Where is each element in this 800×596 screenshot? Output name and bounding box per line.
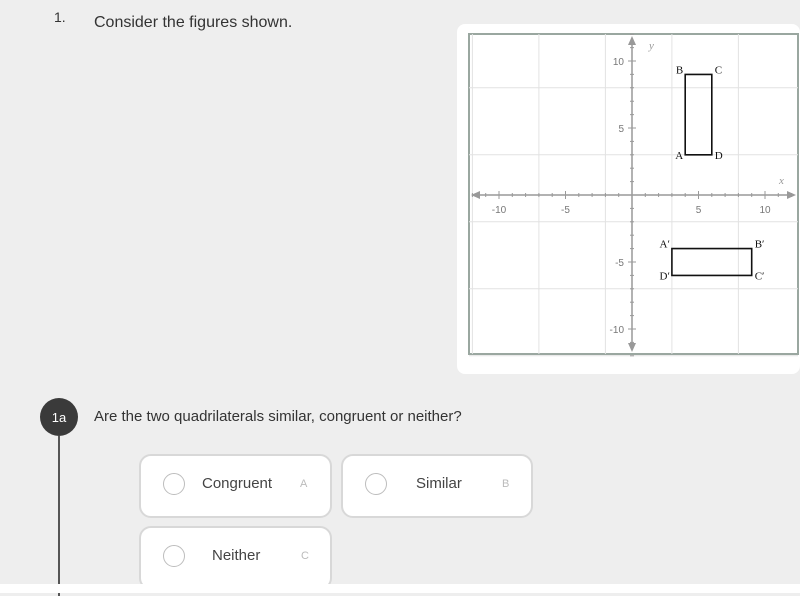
choice-neither[interactable]	[139, 526, 332, 590]
vertex-label: B	[675, 64, 684, 77]
question-number: 1.	[54, 9, 66, 25]
x-tick-label: -5	[561, 205, 570, 216]
coordinate-graph	[457, 24, 800, 374]
y-tick-label: 5	[618, 124, 624, 135]
choice-similar[interactable]	[341, 454, 533, 518]
choice-label: Similar	[416, 475, 462, 492]
timeline-line	[58, 436, 60, 596]
subquestion-badge: 1a	[40, 398, 78, 436]
x-axis-label: x	[779, 175, 784, 187]
radio-button[interactable]	[365, 473, 387, 495]
coordinate-graph-card	[457, 24, 800, 374]
vertex-label: C′	[754, 270, 765, 283]
choice-letter: C	[301, 550, 309, 562]
x-tick-label: 5	[695, 205, 702, 216]
y-tick-label: -10	[609, 325, 624, 336]
choice-letter: B	[502, 478, 510, 490]
vertex-label: A′	[659, 238, 670, 251]
bottom-bar	[0, 584, 800, 593]
choice-label: Neither	[212, 547, 261, 564]
y-tick-label: -5	[615, 258, 624, 269]
x-tick-label: 10	[759, 205, 771, 216]
vertex-label: D′	[659, 270, 670, 283]
radio-button[interactable]	[163, 545, 185, 567]
x-tick-label: -10	[491, 205, 507, 216]
choice-congruent[interactable]	[139, 454, 332, 518]
vertex-label: C	[714, 64, 723, 77]
vertex-label: D	[714, 149, 723, 162]
choice-label: Congruent	[202, 475, 273, 492]
vertex-label: A	[675, 149, 684, 162]
y-axis-label: y	[649, 40, 654, 52]
question-text: Consider the figures shown.	[94, 14, 293, 31]
plot-frame	[469, 34, 798, 354]
subquestion-text: Are the two quadrilaterals similar, congruent or neither?	[94, 408, 462, 425]
radio-button[interactable]	[163, 473, 185, 495]
y-tick-label: 10	[612, 57, 624, 68]
choice-letter: A	[300, 478, 308, 490]
vertex-label: B′	[754, 238, 765, 251]
